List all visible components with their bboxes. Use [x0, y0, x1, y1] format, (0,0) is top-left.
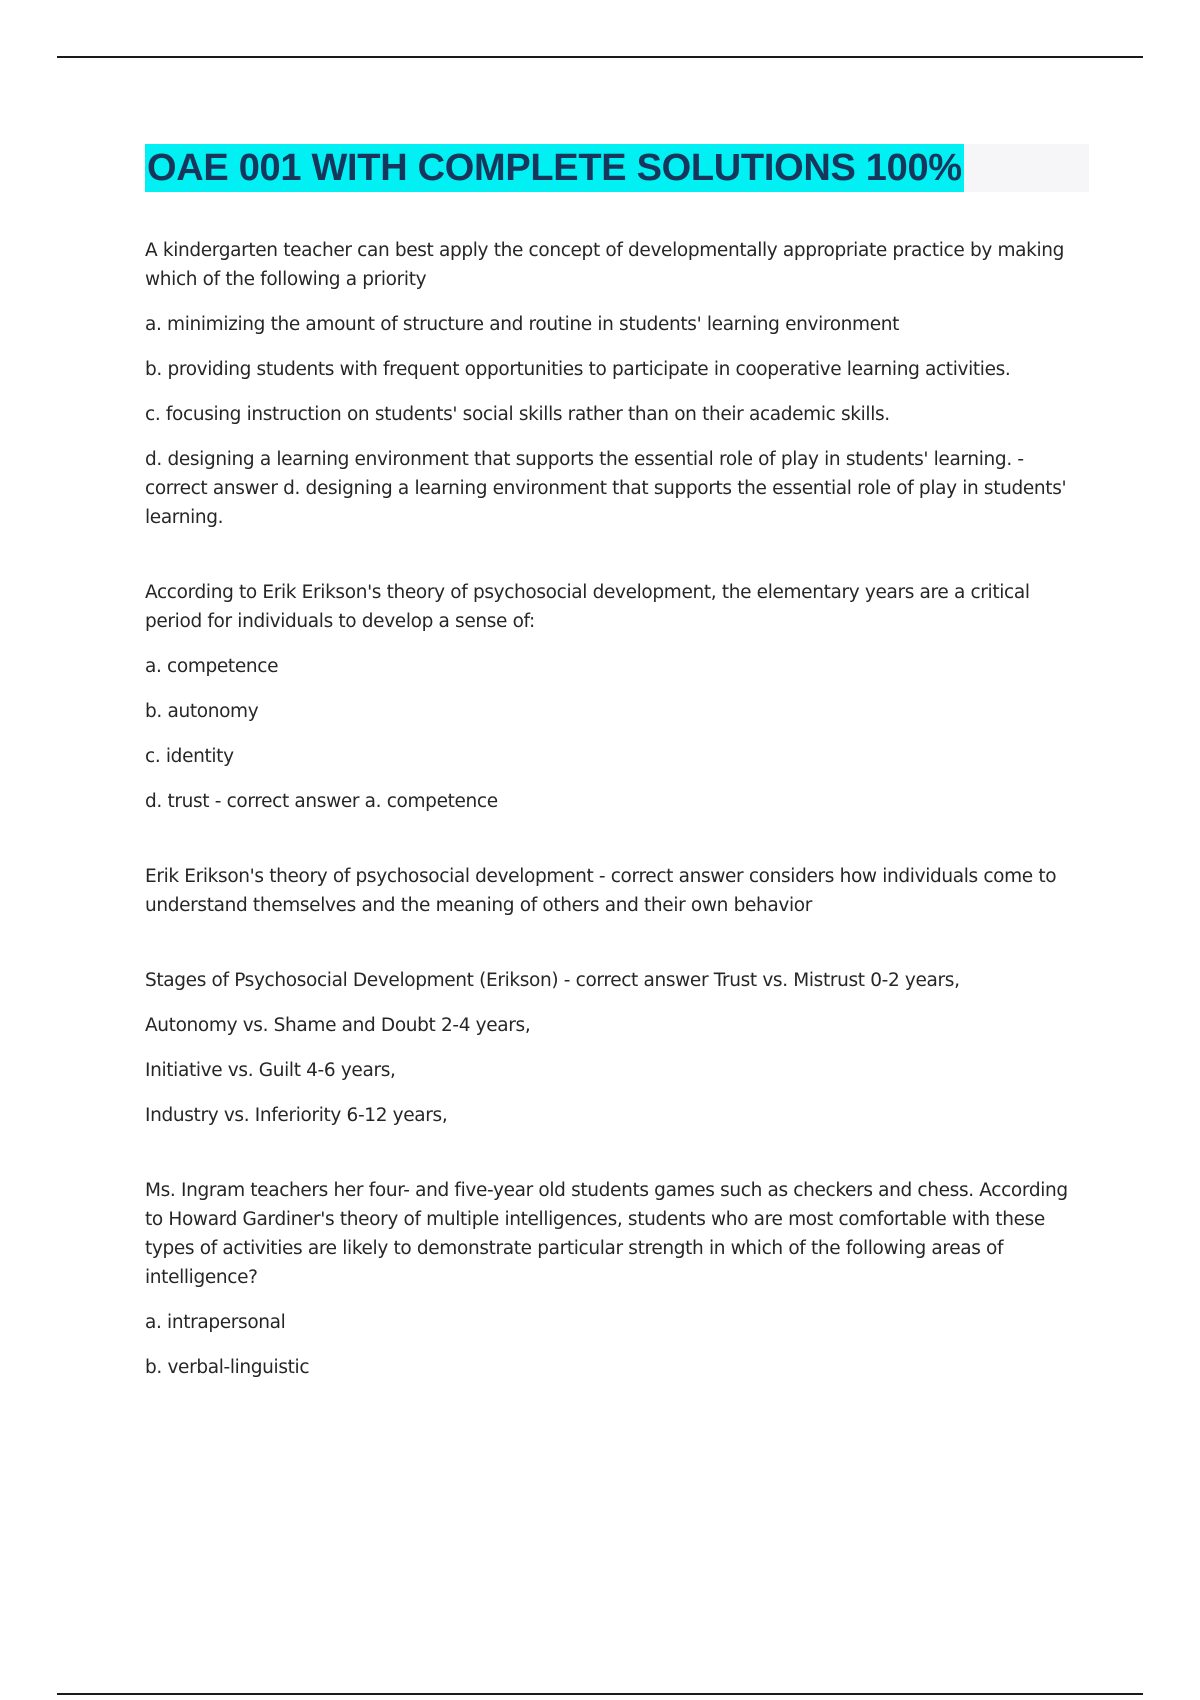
- answer-option-with-solution: d. trust - correct answer a. competence: [145, 791, 498, 812]
- definition-block-stages: [145, 966, 1090, 1130]
- stage-line: Initiative vs. Guilt 4-6 years,: [145, 1060, 396, 1081]
- bottom-divider: [57, 1693, 1143, 1695]
- definition-block-erikson: [145, 862, 1090, 920]
- document-body: [145, 236, 1090, 1398]
- answer-option: a. intrapersonal: [145, 1312, 286, 1333]
- stage-line: Autonomy vs. Shame and Doubt 2-4 years,: [145, 1015, 531, 1036]
- document-title: OAE 001 WITH COMPLETE SOLUTIONS 100%: [145, 144, 964, 192]
- answer-option: c. focusing instruction on students' social skills rather than on their academic skills.: [145, 404, 890, 425]
- definition-text: Erik Erikson's theory of psychosocial development - correct answer considers how individuals come to understand themselves and the meaning of others and their own behavior: [145, 866, 1057, 916]
- question-text: According to Erik Erikson's theory of psychosocial development, the elementary years are a critical period for individuals to develop a sense of:: [145, 582, 1030, 632]
- question-text: A kindergarten teacher can best apply the concept of developmentally appropriate practice by making which of the following a priority: [145, 240, 1065, 290]
- question-block-1: [145, 236, 1090, 532]
- stage-line: Industry vs. Inferiority 6-12 years,: [145, 1105, 448, 1126]
- answer-option: b. autonomy: [145, 701, 259, 722]
- answer-option-with-solution: d. designing a learning environment that supports the essential role of play in students' learning. - correct answer d. designing a learning environment that supports the essential role of play in students' learning.: [145, 449, 1067, 528]
- question-block-3: [145, 1176, 1090, 1382]
- definition-text: Stages of Psychosocial Development (Erikson) - correct answer Trust vs. Mistrust 0-2 years,: [145, 970, 960, 991]
- question-text: Ms. Ingram teachers her four- and five-year old students games such as checkers and chess. According to Howard Gardiner's theory of multiple intelligences, students who are most comfortable with these types of activities are likely to demonstrate particular strength in which of the following areas of intelligence?: [145, 1180, 1068, 1288]
- question-block-2: [145, 578, 1090, 816]
- answer-option: a. competence: [145, 656, 279, 677]
- answer-option: b. verbal-linguistic: [145, 1357, 310, 1378]
- answer-option: c. identity: [145, 746, 234, 767]
- answer-option: b. providing students with frequent opportunities to participate in cooperative learning activities.: [145, 359, 1011, 380]
- answer-option: a. minimizing the amount of structure and routine in students' learning environment: [145, 314, 900, 335]
- top-divider: [57, 56, 1143, 58]
